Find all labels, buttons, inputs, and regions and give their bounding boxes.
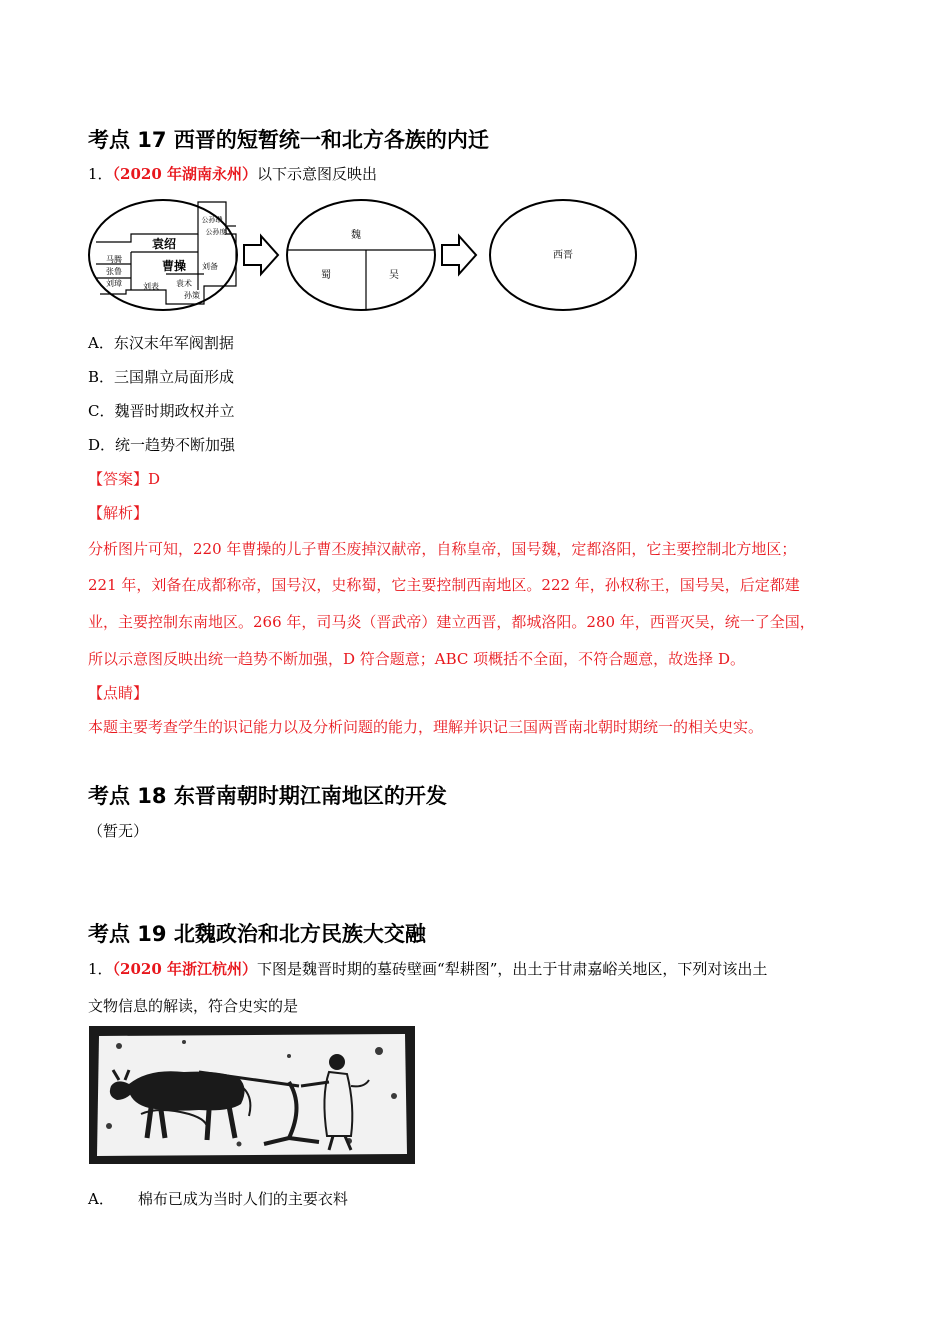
answer-line: 【答案】D: [88, 470, 161, 488]
label-xijin: 西晋: [553, 250, 573, 261]
question-source: （2020 年湖南永州）: [112, 165, 258, 183]
label-yuanshao: 袁绍: [151, 237, 177, 251]
option-a: A．东汉末年军阀割据: [88, 334, 234, 352]
comment-text: 本题主要考查学生的识记能力以及分析问题的能力，理解并识记三国两晋南北朝时期统一的相关史实。: [88, 718, 764, 736]
question-text-line2: 文物信息的解读，符合史实的是: [88, 997, 299, 1015]
comment-label: 【点睛】: [88, 684, 149, 702]
question-text: 下图是魏晋时期的墓砖壁画“犁耕图”，出土于甘肃嘉峪关地区，下列对该出土: [257, 960, 768, 978]
label-mateng: 马腾: [106, 255, 122, 264]
label-sunce: 孙策: [184, 291, 200, 300]
section-17-heading: 考点 17 西晋的短暂统一和北方各族的内迁: [88, 128, 489, 152]
question-17-1-stem: [88, 163, 377, 184]
label-yuanshu: 袁术: [176, 279, 192, 288]
section-19-heading: 考点 19 北魏政治和北方民族大交融: [88, 922, 426, 946]
option-c: C．魏晋时期政权并立: [88, 402, 235, 420]
analysis-line: 所以示意图反映出统一趋势不断加强，D 符合题意；ABC 项概括不全面，不符合题意，故选择 D。: [88, 650, 745, 668]
section-18-note: （暂无）: [88, 822, 149, 840]
label-shu: 蜀: [321, 270, 331, 281]
ploughing-mural-image: [89, 1026, 415, 1164]
western-jin-ellipse: [490, 200, 636, 310]
option-d: D．统一趋势不断加强: [88, 436, 236, 454]
analysis-line: 221 年，刘备在成都称帝，国号汉，史称蜀，它主要控制西南地区。222 年，孙权称王，国号吴，后定都建: [88, 576, 800, 594]
analysis-line: 分析图片可知，220 年曹操的儿子曹丕废掉汉献帝，自称皇帝，国号魏，定都洛阳，它主要控制北方地区；: [88, 540, 797, 558]
label-wu: 吴: [389, 270, 399, 281]
analysis-line: 业，主要控制东南地区。266 年，司马炎（晋武帝）建立西晋，都城洛阳。280 年，西晋灭吴，统一了全国，: [88, 613, 815, 631]
label-caocao: 曹操: [161, 259, 187, 273]
label-gongsundu: 公孙度: [205, 228, 227, 236]
division-to-unification-diagram: [86, 194, 642, 316]
option-letter: A．: [88, 1190, 114, 1208]
question-text: 以下示意图反映出: [257, 165, 378, 183]
label-wei: 魏: [351, 230, 361, 241]
label-zhanglu: 张鲁: [106, 267, 122, 276]
question-source: （2020 年浙江杭州）: [112, 960, 258, 978]
question-number: 1．: [88, 960, 113, 978]
label-gongsunzan: 公孙瓒: [201, 216, 223, 224]
question-number: 1．: [88, 165, 113, 183]
question-19-option-a: [88, 1188, 348, 1209]
warlords-ellipse: [89, 200, 237, 310]
option-text: 棉布已成为当时人们的主要衣料: [137, 1190, 348, 1208]
arrow-icon: [244, 236, 278, 274]
question-19-1-stem: [88, 958, 767, 979]
label-liubiao: 刘表: [143, 282, 159, 291]
label-liuzhang: 刘璋: [106, 279, 122, 288]
label-liubei: 刘备: [202, 262, 218, 271]
option-b: B．三国鼎立局面形成: [88, 368, 235, 386]
analysis-label: 【解析】: [88, 504, 149, 522]
three-kingdoms-ellipse: [287, 200, 435, 310]
arrow-icon: [442, 236, 476, 274]
section-18-heading: 考点 18 东晋南朝时期江南地区的开发: [88, 784, 447, 808]
